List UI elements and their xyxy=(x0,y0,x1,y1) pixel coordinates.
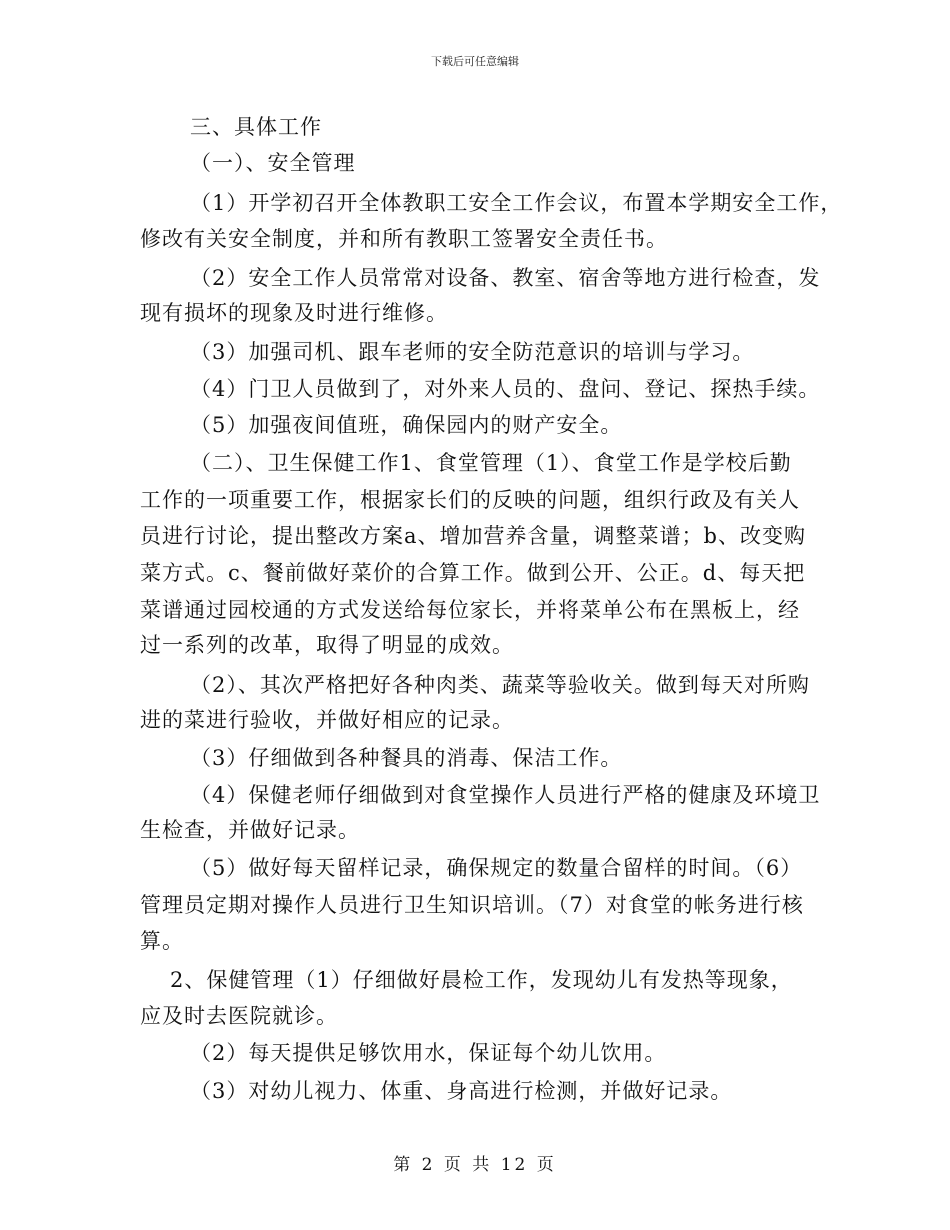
body-line: （二）、卫生保健工作1、食堂管理（1）、食堂工作是学校后勤 xyxy=(190,451,792,475)
body-line: （4）门卫人员做到了，对外来人员的、盘问、登记、探热手续。 xyxy=(190,377,821,401)
body-line: （5）加强夜间值班，确保园内的财产安全。 xyxy=(190,413,623,437)
body-line: 算。 xyxy=(140,929,184,953)
body-line: （5）做好每天留样记录，确保规定的数量合留样的时间。（6） xyxy=(190,856,803,880)
body-line: （2）安全工作人员常常对设备、教室、宿舍等地方进行检查，发 xyxy=(190,266,821,290)
header-note: 下载后可任意编辑 xyxy=(431,55,519,68)
body-line: （3）加强司机、跟车老师的安全防范意识的培训与学习。 xyxy=(190,340,755,364)
body-line: （2）、其次严格把好各种肉类、蔬菜等验收关。做到每天对所购 xyxy=(190,673,810,697)
body-line: （3）对幼儿视力、体重、身高进行检测，并做好记录。 xyxy=(190,1079,733,1103)
body-line: 管理员定期对操作人员进行卫生知识培训。（7）对食堂的帐务进行核 xyxy=(140,893,804,917)
body-line: （1）开学初召开全体教职工安全工作会议，布置本学期安全工作， xyxy=(190,191,843,215)
body-line: （4）保健老师仔细做到对食堂操作人员进行严格的健康及环境卫 xyxy=(190,783,821,807)
body-line: 菜方式。c、餐前做好菜价的合算工作。做到公开、公正。d、每天把 xyxy=(140,561,806,585)
body-line: 工作的一项重要工作，根据家长们的反映的问题，组织行政及有关人 xyxy=(140,488,800,512)
body-line: 修改有关安全制度，并和所有教职工签署安全责任书。 xyxy=(140,227,668,251)
body-line: 员进行讨论，提出整改方案a、增加营养含量，调整菜谱；b、改变购 xyxy=(140,524,806,548)
body-line: 菜谱通过园校通的方式发送给每位家长，并将菜单公布在黑板上，经 xyxy=(140,598,800,622)
body-line: 过一系列的改革，取得了明显的成效。 xyxy=(140,633,514,657)
body-line: （2）每天提供足够饮用水，保证每个幼儿饮用。 xyxy=(190,1041,667,1065)
body-line: 2、保健管理（1）仔细做好晨检工作，发现幼儿有发热等现象， xyxy=(170,968,793,992)
section-heading: 三、具体工作 xyxy=(190,115,322,139)
body-line: （3）仔细做到各种餐具的消毒、保洁工作。 xyxy=(190,746,623,770)
body-line: 进的菜进行验收，并做好相应的记录。 xyxy=(140,708,514,732)
body-line: 现有损坏的现象及时进行维修。 xyxy=(140,301,448,325)
page-number-footer: 第 2 页 共 12 页 xyxy=(393,1155,557,1175)
subsection-heading: （一）、安全管理 xyxy=(190,151,356,175)
body-line: 应及时去医院就诊。 xyxy=(140,1004,338,1028)
body-line: 生检查，并做好记录。 xyxy=(140,818,360,842)
